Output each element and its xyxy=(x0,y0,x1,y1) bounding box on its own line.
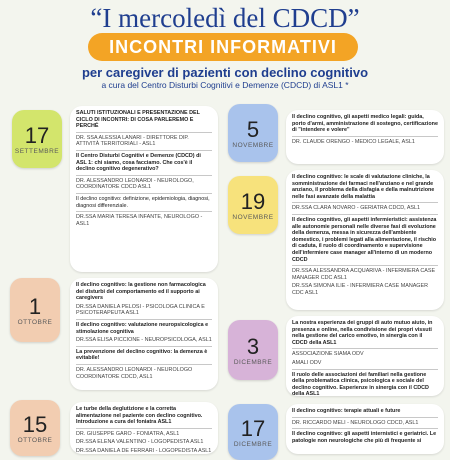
date-badge-17-dicembre xyxy=(228,404,278,460)
divider xyxy=(292,348,438,349)
event-card-17-settembre xyxy=(70,106,218,272)
event-speaker: DR. GIUSEPPE GARO - FONIATRA, ASL1 xyxy=(76,430,180,437)
event-topic: Il declino cognitivo: terapie attuali e future xyxy=(292,408,401,414)
date-month: OTTOBRE xyxy=(17,436,53,444)
event-card-19-novembre xyxy=(286,170,444,310)
event-card-15-ottobre xyxy=(70,402,218,454)
divider xyxy=(292,417,438,418)
divider xyxy=(76,428,212,429)
event-topic: Il ruolo delle associazioni dei familiari nella gestione della problematica clinica, psicologica e sociale del declino cognitivo. Esperienze in sinergia con il CDCD della ASL1 xyxy=(292,371,429,396)
event-speaker: DR. ALESSANDRO LEONARDI - NEUROLOGO COORDINATORE CDCD, ASL1 xyxy=(76,366,193,380)
event-card-17-dicembre xyxy=(286,404,444,454)
date-day: 19 xyxy=(240,188,266,214)
event-topic: Il declino cognitivo: definizione, epidemiologia, diagnosi, diagnosi differenziale. xyxy=(76,195,210,209)
event-speaker: DR.SSA SIMONA ILIE - INFERMIERA CASE MANAGER CDC ASL1 xyxy=(292,283,428,296)
event-topic: Il declino cognitivo: le scale di valutazione cliniche, la somministrazione dei farmaci nell'anziano e nel grande anziano, il problema della disfagia e della malnutrizione nelle fasi avanzate della malattia xyxy=(292,174,435,200)
event-speaker: AMALI ODV xyxy=(292,359,322,366)
event-speaker: DR. ALESSANDRO LEONARDI - NEUROLOGO, COORDINATORE CDCD ASL1 xyxy=(76,177,194,191)
divider xyxy=(76,175,212,176)
event-topic: SALUTI ISTITUZIONALI E PRESENTAZIONE DEL CICLO DI INCONTRI: DI COSA PARLEREMO E PERCHÉ xyxy=(76,110,200,130)
event-speaker: DR.SSA DANIELA PELOSI - PSICOLOGA CLINICA E PSICOTERAPEUTA ASL1 xyxy=(76,303,205,317)
event-topic: Il declino cognitivo, gli aspetti medico legali: guida, porto d'armi, amministrazione di sostegno, certificazione di "intendere e volere" xyxy=(292,114,438,134)
divider xyxy=(76,364,212,365)
event-speaker: DR.SSA ALESSANDRA ACQUARIVA - INFERMIERA CASE MANAGER CDC ASL1 xyxy=(292,268,436,281)
date-badge-3-dicembre xyxy=(228,320,278,380)
divider xyxy=(76,319,212,320)
divider xyxy=(76,193,212,194)
date-month: OTTOBRE xyxy=(17,318,53,326)
date-badge-1-ottobre xyxy=(10,278,60,342)
date-month: DICEMBRE xyxy=(233,358,273,366)
event-topic: Il Centro Disturbi Cognitivi e Demenze (CDCD) di ASL 1: chi siamo, cosa facciamo. Che cos'è il declino cognitivo degenerativo? xyxy=(76,152,201,173)
page-title: “I mercoledì del CDCD” xyxy=(90,3,360,33)
divider xyxy=(292,369,438,370)
banner-incontri: INCONTRI INFORMATIVI xyxy=(88,33,358,61)
divider xyxy=(292,202,438,203)
date-badge-19-novembre xyxy=(228,176,278,234)
event-speaker: DR.SSA CLARA NOVARO - GERIATRA CDCD, ASL1 xyxy=(292,205,421,212)
divider xyxy=(292,428,438,429)
event-topic: La prevenzione del declino cognitivo: la demenza è evitabile! xyxy=(76,348,208,362)
subtitle-credit: a cura del Centro Disturbi Cognitivi e Demenze (CDCD) di ASL1 * xyxy=(101,80,349,90)
subtitle: per caregiver di pazienti con declino cognitivo xyxy=(81,65,369,80)
date-day: 15 xyxy=(22,411,48,437)
event-speaker: DR.SSA MARIA TERESA INFANTE, NEUROLOGO - ASL1 xyxy=(76,214,203,227)
event-topic: Il declino cognitivo: la gestione non farmacologica dei disturbi del comportamento ed il supporto ai caregivers xyxy=(76,282,206,302)
divider xyxy=(76,346,212,347)
event-topic: Il declino cognitivo: gli aspetti internistici e geriatrici. Le patologie non neurologiche che più di frequente si xyxy=(292,431,437,444)
divider xyxy=(76,132,212,133)
date-month: NOVEMBRE xyxy=(232,141,274,149)
date-month: DICEMBRE xyxy=(233,440,273,448)
date-badge-5-novembre xyxy=(228,104,278,162)
divider xyxy=(76,150,212,151)
date-day: 17 xyxy=(24,122,50,148)
event-card-3-dicembre xyxy=(286,316,444,396)
date-day: 5 xyxy=(246,116,260,142)
event-speaker: DR. RICCARDO MELI - NEUROLOGO CDCD, ASL1 xyxy=(292,419,419,426)
event-card-1-ottobre xyxy=(70,278,218,390)
event-speaker: DR.SSA ELENA VALENTINO - LOGOPEDISTA ASL1 xyxy=(76,439,204,446)
divider xyxy=(292,136,438,137)
date-day: 1 xyxy=(28,293,42,319)
divider xyxy=(292,265,438,266)
date-badge-15-ottobre xyxy=(10,400,60,456)
event-speaker: DR. CLAUDE ORENGO - MEDICO LEGALE, ASL1 xyxy=(292,138,415,145)
date-day: 3 xyxy=(246,333,260,359)
event-topic: Le turbe della deglutizione e la corretta alimentazione nel paziente con declino cognitivo. Introduzione a cura del foniatra ASL1 xyxy=(76,406,203,426)
event-topic: Il declino cognitivo, gli aspetti infermieristici: assistenza alle autonomie personali nelle diverse fasi di evoluzione della demenza, messa in sicurezza dell'ambiente domestico, i problemi legati alla alimentazione, il rischio di caduta, il ruolo di coordinamento e supervisione dell'infermiere case manager all'interno di un moderno CDCD xyxy=(292,216,437,263)
event-speaker: DR. SSA ALESSIA LANARI - DIRETTORE DIP. ATTIVITÀ TERRITORIALI - ASL1 xyxy=(76,134,189,148)
event-card-5-novembre xyxy=(286,110,444,164)
event-speaker: DR.SSA DANIELA DE FERRARI - LOGOPEDISTA ASL1 xyxy=(76,447,212,454)
event-topic: Il declino cognitivo: valutazione neuropsicologica e stimolazione cognitiva xyxy=(76,321,209,335)
date-day: 17 xyxy=(240,415,266,441)
event-speaker: ASSOCIAZIONE SIAMA ODV xyxy=(292,351,364,358)
event-speaker: DR.SSA ELISA PICCIONE - NEUROPSICOLOGA, ASL1 xyxy=(76,337,212,344)
divider xyxy=(292,214,438,215)
event-topic: La nostra esperienza dei gruppi di auto mutuo aiuto, in presenza e online, nella condivisione dei propri vissuti nella gestione del carico emotivo, in sinergia con il CDCD della ASL1 xyxy=(292,320,433,346)
date-badge-17-settembre xyxy=(12,110,62,168)
divider xyxy=(76,211,212,212)
date-month: SETTEMBRE xyxy=(14,147,60,155)
date-month: NOVEMBRE xyxy=(232,213,274,221)
